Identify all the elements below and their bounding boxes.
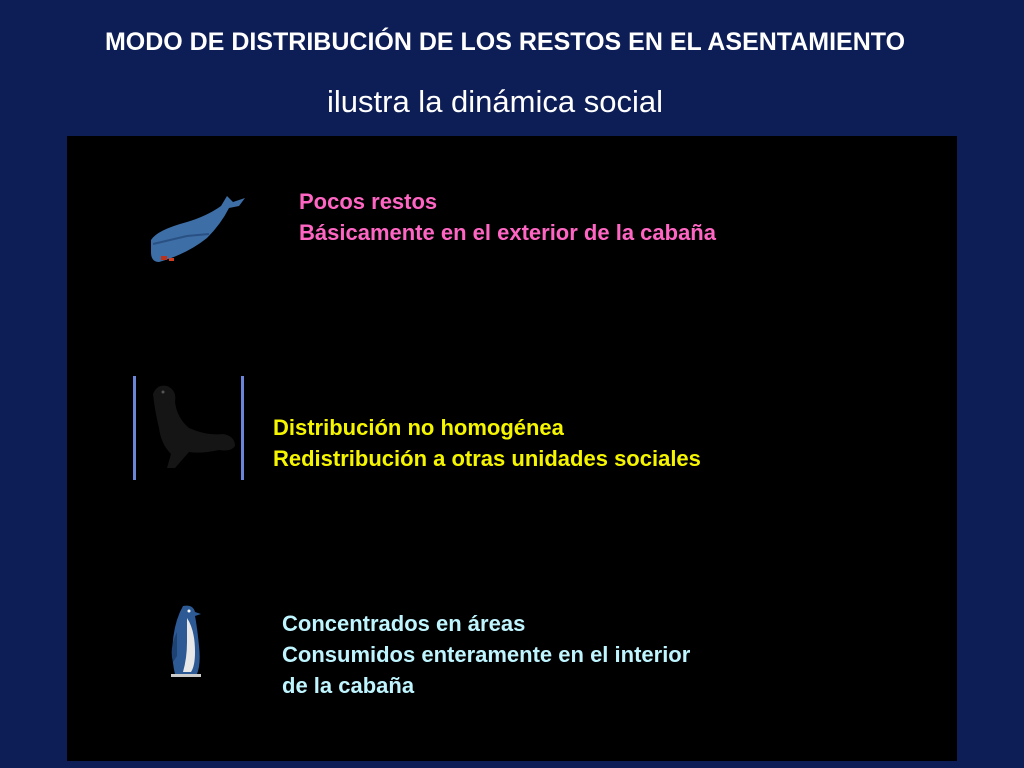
content-panel <box>67 136 957 761</box>
whale-line-2: Básicamente en el exterior de la cabaña <box>299 220 716 245</box>
penguin-line-2: Consumidos enteramente en el interior <box>282 642 691 667</box>
slide-subtitle: ilustra la dinámica social <box>327 84 663 119</box>
slide-title: MODO DE DISTRIBUCIÓN DE LOS RESTOS EN EL ASENTAMIENTO <box>104 28 906 56</box>
penguin-description <box>282 608 690 701</box>
penguin-icon <box>165 602 209 680</box>
penguin-line-1: Concentrados en áreas <box>282 611 526 636</box>
whale-description <box>299 186 716 248</box>
whale-line-1: Pocos restos <box>299 189 438 214</box>
sea-lion-line-2: Redistribución a otras unidades sociales <box>273 446 701 471</box>
sea-lion-description <box>273 412 701 474</box>
sea-lion-icon <box>131 374 246 482</box>
sea-lion-line-1: Distribución no homogénea <box>273 415 564 440</box>
whale-icon <box>147 192 247 272</box>
penguin-line-3: de la cabaña <box>282 673 415 698</box>
